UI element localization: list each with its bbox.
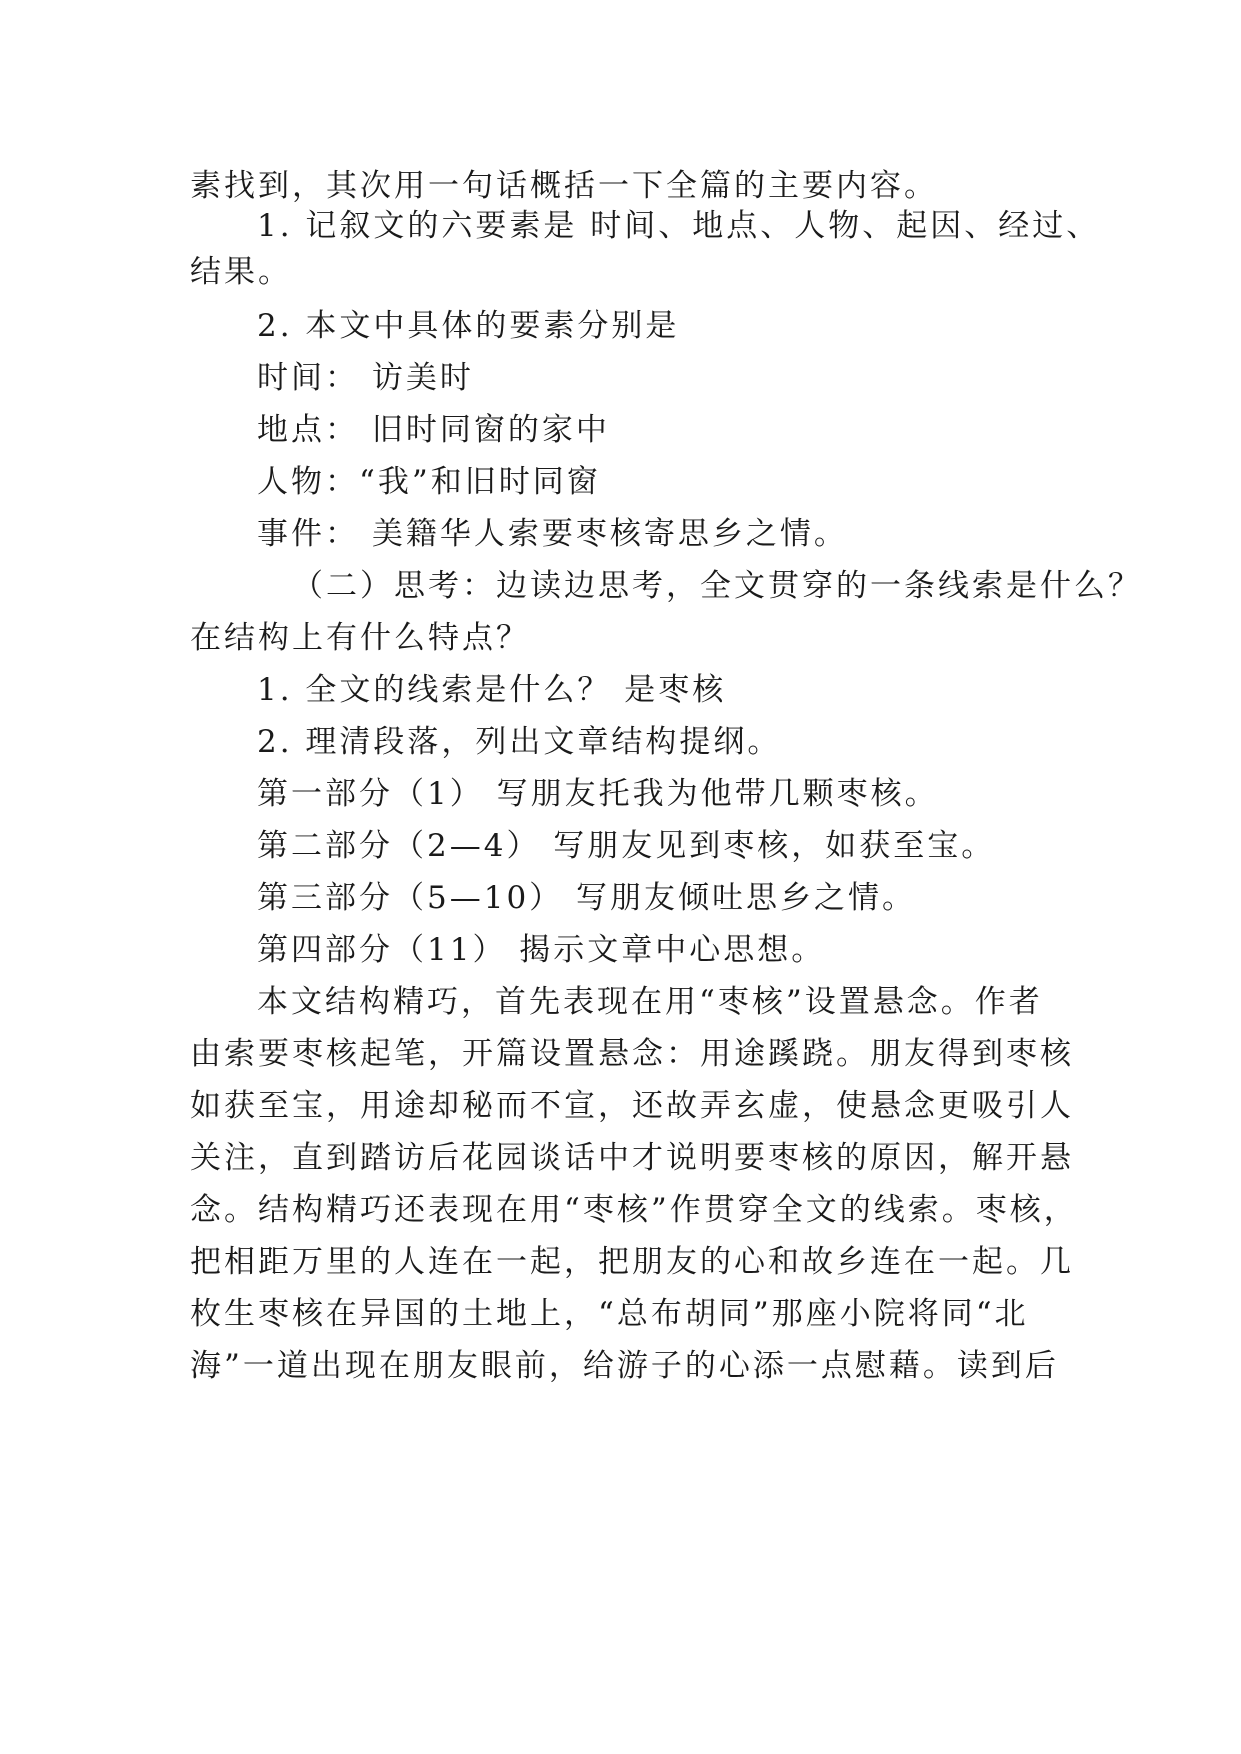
text-line: 地点： 旧时同窗的家中 <box>257 412 610 448</box>
text-line: 第一部分（1） 写朋友托我为他带几颗枣核。 <box>257 776 939 812</box>
text-line: 本文结构精巧，首先表现在用“枣核”设置悬念。作者 <box>257 984 1043 1020</box>
text-line: 关注，直到踏访后花园谈话中才说明要枣核的原因，解开悬 <box>190 1140 1074 1176</box>
text-line: 事件： 美籍华人索要枣核寄思乡之情。 <box>257 516 848 552</box>
text-line: 如获至宝，用途却秘而不宣，还故弄玄虚，使悬念更吸引人 <box>190 1088 1074 1124</box>
text-line: 第四部分（11） 揭示文章中心思想。 <box>257 932 826 968</box>
text-line: 2. 理清段落，列出文章结构提纲。 <box>257 724 782 760</box>
text-line: 人物：“我”和旧时同窗 <box>257 464 601 500</box>
text-line: 1. 记叙文的六要素是 时间、地点、人物、起因、经过、 <box>257 208 1101 244</box>
text-line: 第三部分（5—10） 写朋友倾吐思乡之情。 <box>257 880 917 916</box>
text-line: 2. 本文中具体的要素分别是 <box>257 308 680 344</box>
text-line: 时间： 访美时 <box>257 360 474 396</box>
text-line: 由索要枣核起笔，开篇设置悬念：用途蹊跷。朋友得到枣核 <box>190 1036 1074 1072</box>
text-line: 1. 全文的线索是什么？ 是枣核 <box>257 672 727 708</box>
text-line: 把相距万里的人连在一起，把朋友的心和故乡连在一起。几 <box>190 1244 1074 1280</box>
text-line: 结果。 <box>190 254 292 290</box>
text-line: 念。结构精巧还表现在用“枣核”作贯穿全文的线索。枣核， <box>190 1192 1078 1228</box>
text-line: 在结构上有什么特点？ <box>190 620 530 656</box>
text-line: 海”一道出现在朋友眼前，给游子的心添一点慰藉。读到后 <box>190 1348 1059 1384</box>
text-line: 素找到，其次用一句话概括一下全篇的主要内容。 <box>190 168 938 204</box>
text-line: 枚生枣核在异国的土地上，“总布胡同”那座小院将同“北 <box>190 1296 1029 1332</box>
text-line: 第二部分（2—4） 写朋友见到枣核，如获至宝。 <box>257 828 996 864</box>
text-line: （二）思考：边读边思考，全文贯穿的一条线索是什么？ <box>292 568 1142 604</box>
